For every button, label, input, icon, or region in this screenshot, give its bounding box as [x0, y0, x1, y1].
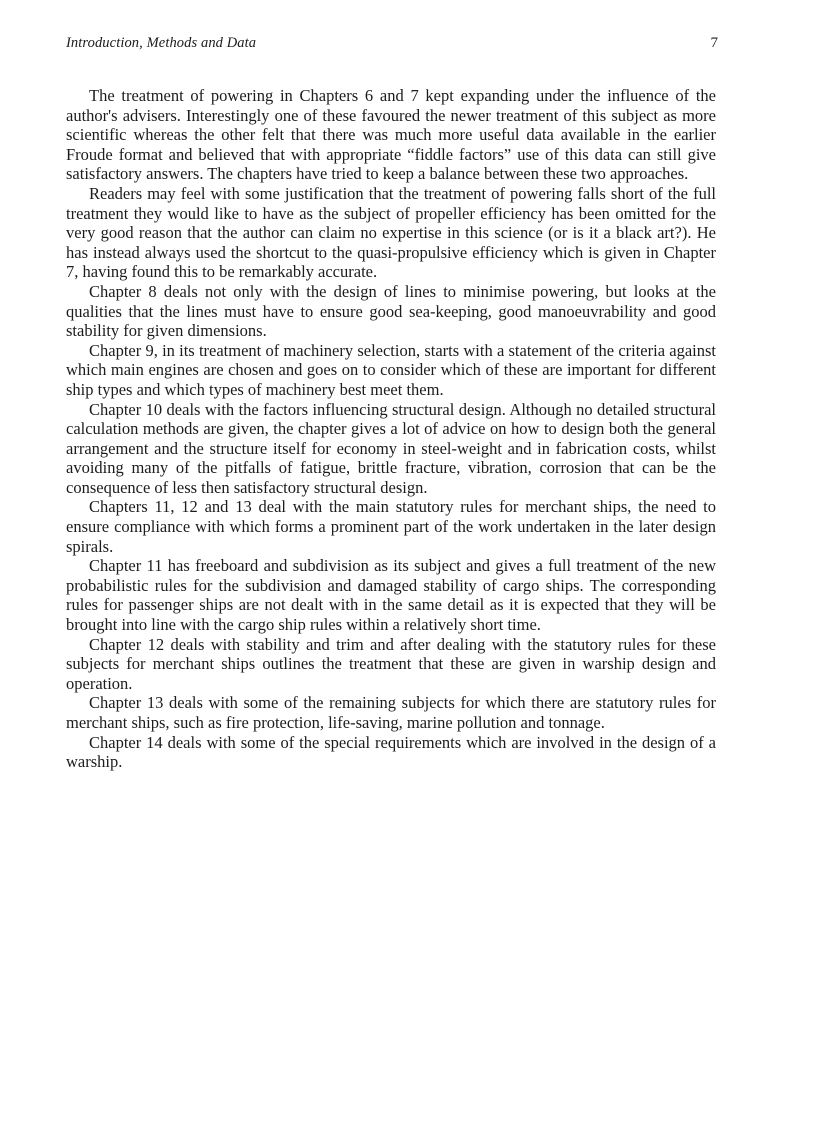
body-text — [66, 86, 716, 772]
paragraph-chapter-8: Chapter 8 deals not only with the design of lines to minimise powering, but looks at the qualities that the lines must have to ensure good sea-keeping, good manoeuvrability and good stability for given dimensions. — [66, 281, 716, 341]
paragraph-propeller-efficiency: Readers may feel with some justification that the treatment of powering falls short of the full treatment they would like to have as the subject of propeller efficiency has been omitted for the very good reason that the author can claim no expertise in this science (or is it a black art?). He has instead always used the shortcut to the quasi-propulsive efficiency which is given in Chapter 7, having found this to be remarkably accurate. — [66, 183, 716, 282]
paragraph-chapter-14: Chapter 14 deals with some of the special requirements which are involved in the design of a warship. — [66, 732, 716, 772]
paragraph-chapter-13: Chapter 13 deals with some of the remaining subjects for which there are statutory rules for merchant ships, such as fire protection, life-saving, marine pollution and tonnage. — [66, 693, 716, 732]
paragraph-chapter-12: Chapter 12 deals with stability and trim and after dealing with the statutory rules for these subjects for merchant ships outlines the treatment that these are given in warship design and operation. — [66, 634, 716, 693]
page-header — [66, 35, 718, 55]
paragraph-chapter-11: Chapter 11 has freeboard and subdivision as its subject and gives a full treatment of the new probabilistic rules for the subdivision and damaged stability of cargo ships. The corresponding rules for passenger ships are not dealt with in the same detail as it is expected that they will be brought into line with the cargo ship rules within a relatively short time. — [66, 556, 716, 635]
paragraph-chapters-11-13: Chapters 11, 12 and 13 deal with the main statutory rules for merchant ships, the need to ensure compliance with which forms a prominent part of the work undertaken in the later design spirals. — [66, 497, 716, 556]
paragraph-chapter-9: Chapter 9, in its treatment of machinery selection, starts with a statement of the criteria against which main engines are chosen and goes on to consider which of these are important for different ship types and which types of machinery best meet them. — [66, 340, 716, 399]
page-number: 7 — [710, 35, 718, 51]
running-head: Introduction, Methods and Data — [66, 35, 257, 51]
paragraph-powering-treatment: The treatment of powering in Chapters 6 and 7 kept expanding under the influence of the author's advisers. Interestingly one of these favoured the newer treatment of this subject as more scientific whereas the other felt that there was much more useful data available in the earlier Froude format and believed that with appropriate “fiddle factors” use of this data can still give satisfactory answers. The chapters have tried to keep a balance between these two approaches. — [66, 86, 716, 184]
paragraph-chapter-10: Chapter 10 deals with the factors influencing structural design. Although no detailed structural calculation methods are given, the chapter gives a lot of advice on how to design both the general arrangement and the structure itself for economy in steel-weight and in fabrication costs, whilst avoiding many of the pitfalls of fatigue, brittle fracture, vibration, corrosion that can be the consequence of less then satisfactory structural design. — [66, 399, 716, 497]
